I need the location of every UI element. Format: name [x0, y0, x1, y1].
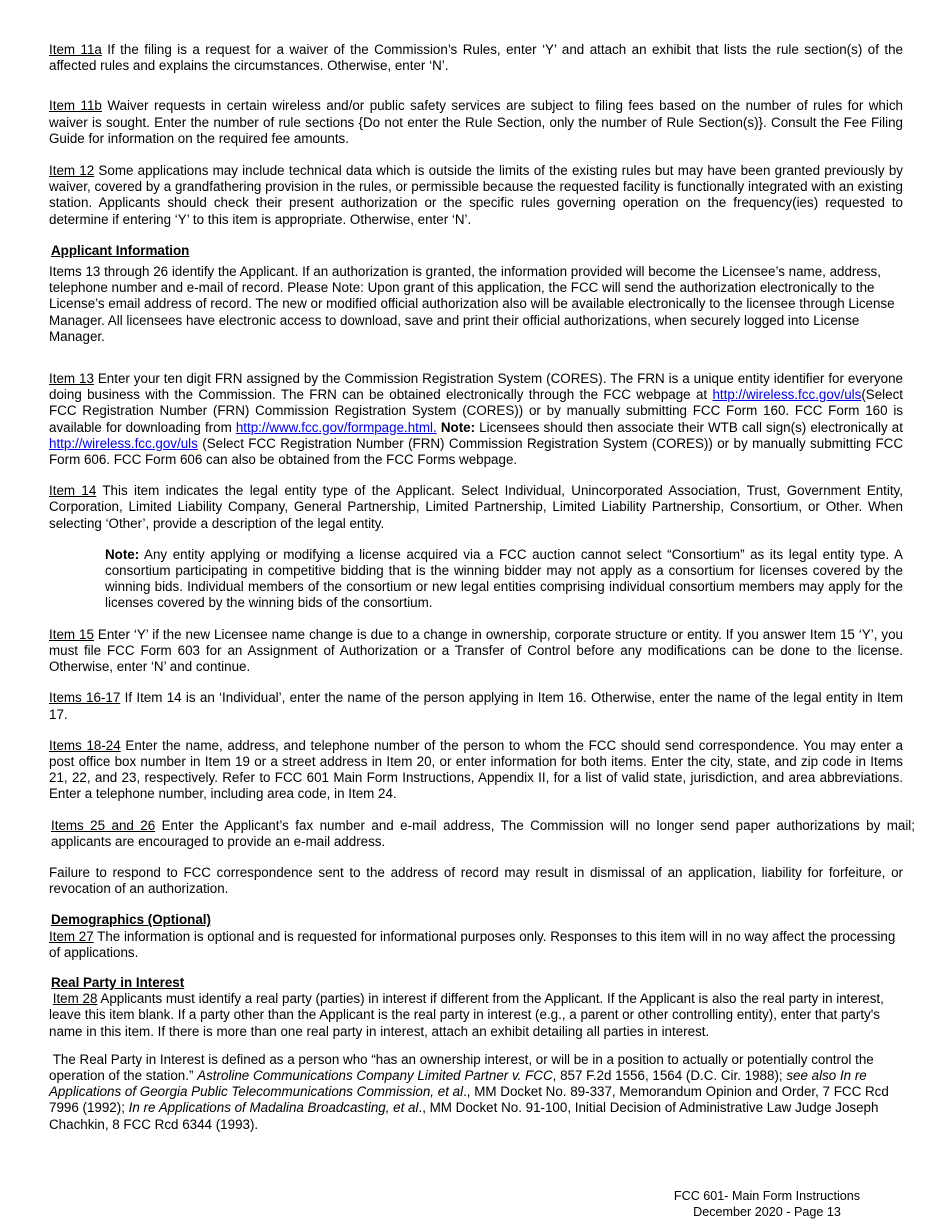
item-15-paragraph: [49, 627, 903, 676]
consortium-note-text: Any entity applying or modifying a license acquired via a FCC auction cannot select “Consortium” as its legal entity type. A consortium participating in competitive bidding that is the winning bidder may not apply as a consortium for licenses covered by the winning bids. Individual members of the consortium or new legal entities comprising individual consortium members may apply for the licenses covered by the winning bids of the consortium.: [105, 546, 903, 611]
madalina-citation: In re Applications of Madalina Broadcasting, et al: [128, 1100, 419, 1116]
item-11a-text: If the filing is a request for a waiver of the Commission’s Rules, enter ‘Y’ and attach an exhibit that lists the rule section(s) of the affected rules and explains the circumstances. Otherwise, enter ‘N’.: [49, 42, 903, 74]
item-13-text-3: Licensees should then associate their WTB call sign(s) electronically at: [475, 419, 903, 435]
item-13-paragraph: [49, 371, 903, 468]
items-16-17-paragraph: [49, 690, 903, 722]
uls-link-2[interactable]: http://wireless.fcc.gov/uls: [49, 435, 198, 451]
items-16-17-text: If Item 14 is an ‘Individual’, enter the name of the person applying in Item 16. Otherwise, enter the name of the legal entity in Item 17.: [49, 690, 903, 722]
item-28-paragraph: [49, 991, 903, 1040]
definition-text-1: The Real Party in Interest is defined as a person who “has an ownership interest, or will be in a position to actually or potentially control the operation of the station.”: [49, 1051, 874, 1083]
applicant-information-paragraph: Items 13 through 26 identify the Applicant. If an authorization is granted, the information provided will become the Licensee’s name, address, telephone number and e-mail of record. Please Note: Upon grant of this application, the FCC will send the authorization electronically to the License’s email address of record. The new or modified official authorization also will be available electronically to the licensee through License Manager. All licensees have electronic access to download, save and print their official authorizations, when securely logged into License Manager.: [49, 264, 895, 344]
items-25-26-text: Enter the Applicant’s fax number and e-mail address, The Commission will no longer send paper authorizations by mail; applicants are encouraged to provide an e-mail address.: [51, 817, 915, 849]
items-25-26-paragraph: [51, 818, 915, 850]
item-13-text-4: (Select FCC Registration Number (FRN) Commission Registration System (CORES)) or by manually submitting FCC Form 606. FCC Form 606 can also be obtained from the FCC Forms webpage.: [49, 435, 903, 468]
formpage-link[interactable]: http://www.fcc.gov/formpage.html.: [235, 419, 437, 435]
footer-page-number: December 2020 - Page 13: [693, 1204, 841, 1219]
item-27-label: Item 27: [49, 928, 94, 944]
items-16-17-label: Items 16-17: [49, 690, 121, 706]
document-page: [49, 42, 915, 1133]
definition-text-4: ., MM Docket No. 91-100, Initial Decision of Administrative Law Judge Joseph Chachkin, 8 FCC Rcd 6344 (1993).: [49, 1100, 879, 1132]
item-11b-paragraph: [49, 98, 903, 147]
item-11a-paragraph: [49, 42, 903, 74]
item-13-text-2: (Select FCC Registration Number (FRN) Commission Registration System (CORES)) or by manually submitting FCC Form 160. FCC Form 160 is available for downloading from: [49, 387, 903, 435]
consortium-note-label: Note:: [105, 546, 140, 562]
item-11b-text: Waiver requests in certain wireless and/or public safety services are subject to filing fees based on the number of rules for which waiver is sought. Enter the number of rule sections {Do not enter the Rule Section, only the number of Rule Section(s)}. Consult the Fee Filing Guide for information on the required fee amounts.: [49, 98, 903, 146]
item-13-text-1: Enter your ten digit FRN assigned by the Commission Registration System (CORES). The FRN is a unique entity identifier for everyone doing business with the Commission. The FRN can be obtained electronically through the FCC webpage at: [49, 371, 903, 403]
applicant-information-heading: Applicant Information: [51, 242, 190, 258]
item-15-text: Enter ‘Y’ if the new Licensee name change is due to a change in ownership, corporate structure or entity. If you answer Item 15 ‘Y’, you must file FCC Form 603 for an Assignment of Authorization or a Transfer of Control before any modifications can be done to the license. Otherwise, enter ‘N’ and continue.: [49, 626, 903, 675]
item-14-paragraph: [49, 483, 903, 532]
item-28-text: Applicants must identify a real party (parties) in interest if different from the Applicant. If the Applicant is also the real party in interest, leave this item blank. If a party other than the Applicant is the real party in interest (e.g., a parent or other controlling entity), enter that party's name in this item. If there is more than one real party in interest, attach an exhibit detailing all parties in interest.: [49, 991, 884, 1039]
item-11a-label: Item 11a: [49, 42, 102, 57]
consortium-note: [105, 547, 903, 612]
georgia-citation: see also In re Applications of Georgia Public Telecommunications Commission, et al: [49, 1067, 867, 1100]
real-party-definition-paragraph: [49, 1052, 903, 1133]
item-28-label: Item 28: [52, 991, 98, 1007]
item-12-label: Item 12: [49, 163, 95, 179]
footer-form-title: FCC 601- Main Form Instructions: [673, 1189, 861, 1203]
items-25-26-label: Items 25 and 26: [51, 817, 156, 833]
item-13-note-label: Note:: [440, 419, 476, 435]
item-15-label: Item 15: [49, 626, 94, 642]
astroline-citation: Astroline Communications Company Limited Partner v. FCC: [197, 1067, 553, 1083]
item-27-text: The information is optional and is requested for informational purposes only. Responses to this item will in no way affect the processing of applications.: [49, 928, 896, 960]
item-14-label: Item 14: [49, 483, 97, 499]
item-14-text: This item indicates the legal entity type of the Applicant. Select Individual, Unincorporated Association, Trust, Government Entity, Corporation, Limited Liability Company, General Partnership, Limited Partnership, Limited Liability Partnership, Consortium, or Other. When selecting ‘Other’, provide a description of the legal entity.: [49, 483, 903, 531]
items-18-24-text: Enter the name, address, and telephone number of the person to whom the FCC should send correspondence. You may enter a post office box number in Item 19 or a street address in Item 20, or enter information for both items. Enter the city, state, and zip code in Items 21, 22, and 23, respectively. Refer to FCC 601 Main Form Instructions, Appendix II, for a list of valid state, jurisdiction, and area abbreviations. Enter a telephone number, including area code, in Item 24.: [49, 737, 903, 802]
items-18-24-paragraph: [49, 738, 903, 803]
real-party-heading: Real Party in Interest: [51, 974, 185, 990]
item-11b-label: Item 11b: [49, 98, 102, 114]
uls-link-1[interactable]: http://wireless.fcc.gov/uls: [712, 387, 862, 403]
page-footer: [672, 1189, 862, 1220]
demographics-heading: Demographics (Optional): [51, 912, 211, 928]
item-12-paragraph: [49, 163, 903, 228]
failure-paragraph: Failure to respond to FCC correspondence sent to the address of record may result in dismissal of an application, liability for forfeiture, or revocation of an authorization.: [49, 864, 903, 897]
definition-text-2: , 857 F.2d 1556, 1564 (D.C. Cir. 1988);: [552, 1067, 787, 1083]
items-18-24-label: Items 18-24: [49, 737, 121, 753]
item-27-paragraph: [49, 929, 903, 961]
item-12-text: Some applications may include technical data which is outside the limits of the existing rules but may have been granted previously by waiver, covered by a grandfathering provision in the rules, or permissible because the requested facility is functionally integrated with an existing station. Applicants should check their present authorization or the specific rules governing operation on the frequency(ies) requested to determine if entering ‘Y’ to this item is appropriate. Otherwise, enter ‘N’.: [49, 163, 903, 227]
definition-text-3: ., MM Docket No. 89-337, Memorandum Opinion and Order, 7 FCC Rcd 7996 (1992);: [49, 1084, 889, 1116]
item-13-label: Item 13: [49, 371, 94, 387]
